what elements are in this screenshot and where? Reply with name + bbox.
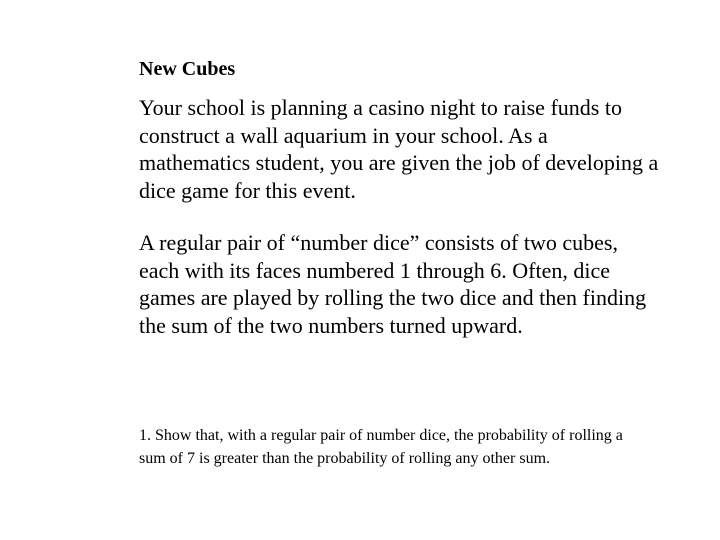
page-title: New Cubes xyxy=(139,58,236,80)
question-1: 1. Show that, with a regular pair of number dice, the probability of rolling a sum of 7 is greater than the probability of rolling any other sum. xyxy=(139,427,623,467)
dice-description-paragraph: A regular pair of “number dice” consists of two cubes, each with its faces numbered 1 through 6. Often, dice games are played by rolling the two dice and then finding the sum of the two numbers turned upward. xyxy=(139,230,647,338)
intro-paragraph: Your school is planning a casino night to raise funds to construct a wall aquarium in your school. As a mathematics student, you are given the job of developing a dice game for this event. xyxy=(139,95,659,203)
